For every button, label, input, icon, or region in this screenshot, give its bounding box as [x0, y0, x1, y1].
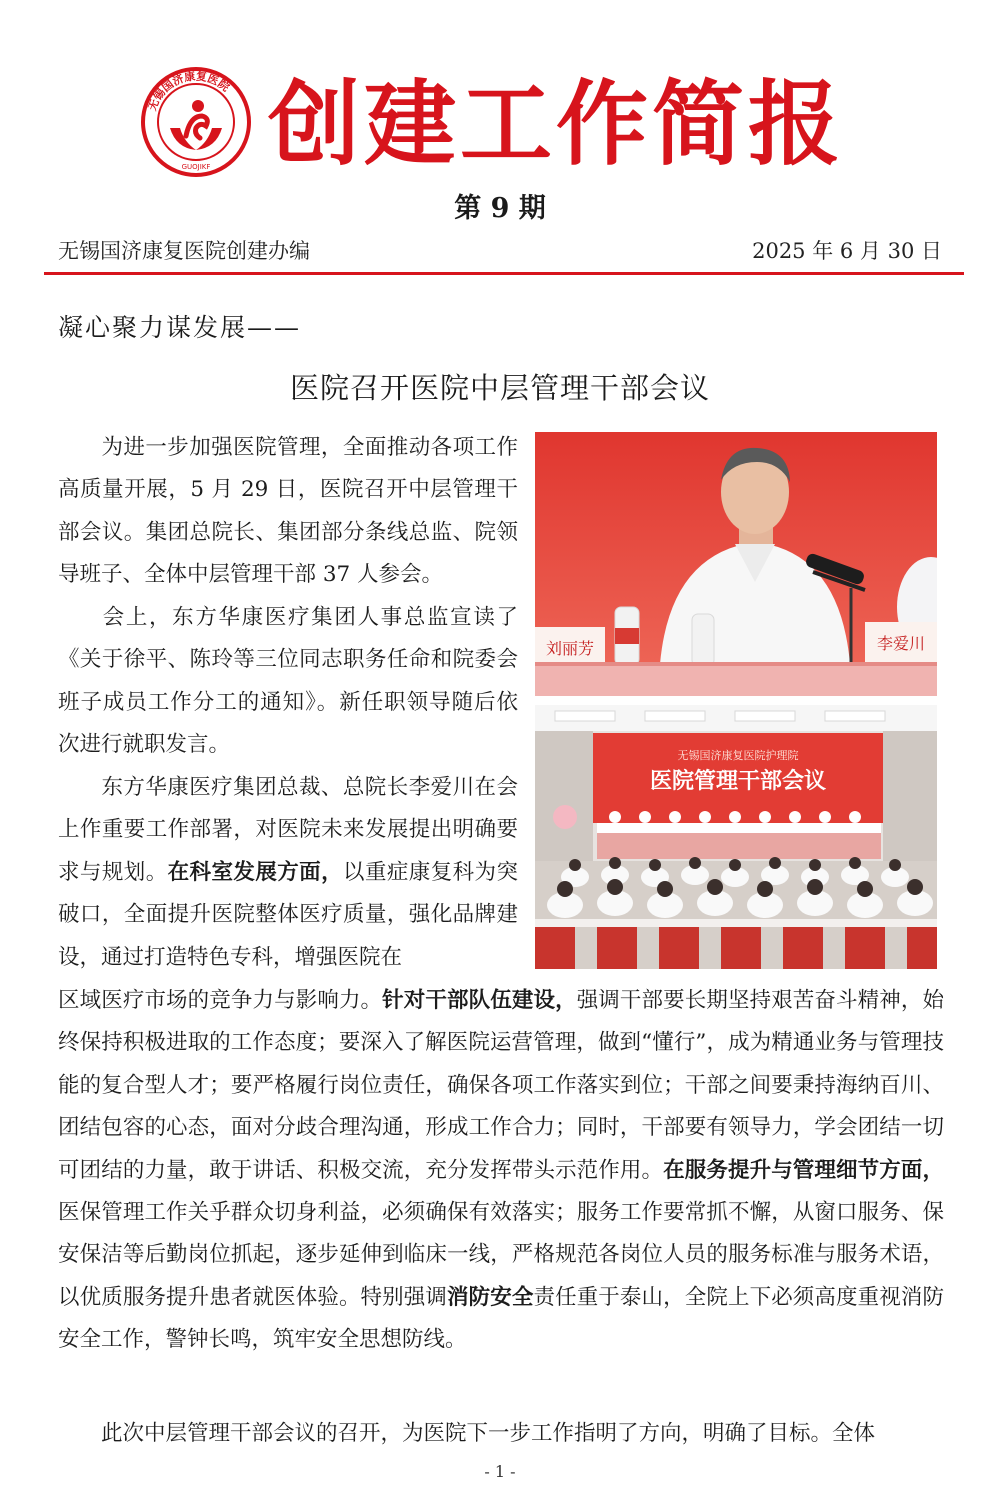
paragraph-5-text: 此次中层管理干部会议的召开，为医院下一步工作指明了方向，明确了目标。全体: [101, 1421, 876, 1446]
paragraph-4-text-g: 责任重于泰山，全院上下必须高度重视消防安全工作，警钟长鸣，筑牢安全思想防线。: [58, 1284, 944, 1353]
logo-ring-text: 无锡国济康复医院: [145, 69, 232, 113]
paragraph-4-text-e: 医保管理工作关乎群众切身利益，必须确保有效落实；服务工作要常抓不懈，从窗口服务、保安保洁等后勤岗位抓起，逐步延伸到临床一线，严格规范各岗位人员的服务标准与服务术语，以优质服务提升患者就医体验。特别强调: [58, 1200, 944, 1310]
paragraph-4-emphasis-service: 在服务提升与管理细节方面，: [663, 1157, 944, 1183]
paragraph-3-emphasis: 在科室发展方面，: [167, 859, 344, 885]
screen-banner-top: 无锡国济康复医院护理院: [677, 749, 799, 762]
screen-banner-main: 医院管理干部会议: [649, 769, 827, 794]
publish-date: 2025 年 6 月 30 日: [752, 239, 942, 263]
page-number: - 1 -: [484, 1462, 516, 1481]
photo-conference-hall: [535, 705, 937, 969]
masthead-title: 创建工作简报: [268, 70, 845, 178]
paragraph-1: [58, 427, 518, 597]
paragraph-5: [58, 1413, 944, 1455]
issue-number: 第 9 期: [454, 193, 546, 224]
paragraph-3-text-a: 东方华康医疗集团总裁、总院长李爱川在会上作重要工作部署，对医院未来发展提出明确要求与规划。: [58, 775, 518, 885]
paragraph-4-text-c: 强调干部要长期坚持艰苦奋斗精神，始终保持积极进取的工作态度；要深入了解医院运营管理，做到“懂行”，成为精通业务与管理技能的复合型人才；要严格履行岗位责任，确保各项工作落实到位；干部之间要秉持海纳百川、团结包容的心态，面对分歧合理沟通，形成工作合力；同时，干部要有领导力，学会团结一切可团结的力量，敢于讲话、积极交流，充分发挥带头示范作用。: [58, 988, 944, 1183]
paragraph-4-text-a: 区域医疗市场的竞争力与影响力。: [58, 988, 383, 1013]
paragraph-4-emphasis-fire-safety: 消防安全: [447, 1284, 534, 1310]
masthead-divider: [44, 272, 964, 275]
nameplate-right: 李爱川: [876, 634, 926, 653]
paragraph-2-text: 会上，东方华康医疗集团人事总监宣读了《关于徐平、陈玲等三位同志职务任命和院委会班子成员工作分工的通知》。新任职领导随后依次进行就职发言。: [58, 605, 518, 758]
paragraph-4: [58, 980, 944, 1362]
hospital-logo-icon: [140, 66, 252, 178]
photo-speaker: [535, 432, 937, 696]
article-headline: 医院召开医院中层管理干部会议: [289, 371, 710, 405]
paragraph-3-text-c: 以重症康复科为突破口，全面提升医院整体医疗质量，强化品牌建设，通过打造特色专科，增强医院在: [58, 859, 518, 970]
nameplate-left: 刘丽芳: [545, 639, 595, 658]
editor-line: 无锡国济康复医院创建办编: [58, 239, 310, 263]
article-kicker: 凝心聚力谋发展——: [58, 313, 302, 342]
paragraph-4-emphasis-cadres: 针对干部队伍建设，: [382, 988, 577, 1013]
paragraph-1-text: 为进一步加强医院管理，全面推动各项工作高质量开展，5 月 29 日，医院召开中层管理干部会议。集团总院长、集团部分条线总监、院领导班子、全体中层管理干部 37 人参会。: [58, 435, 518, 588]
paragraph-3: [58, 767, 518, 979]
logo-bottom-text: GUOJIKF: [181, 163, 211, 171]
paragraph-2: [58, 597, 518, 767]
